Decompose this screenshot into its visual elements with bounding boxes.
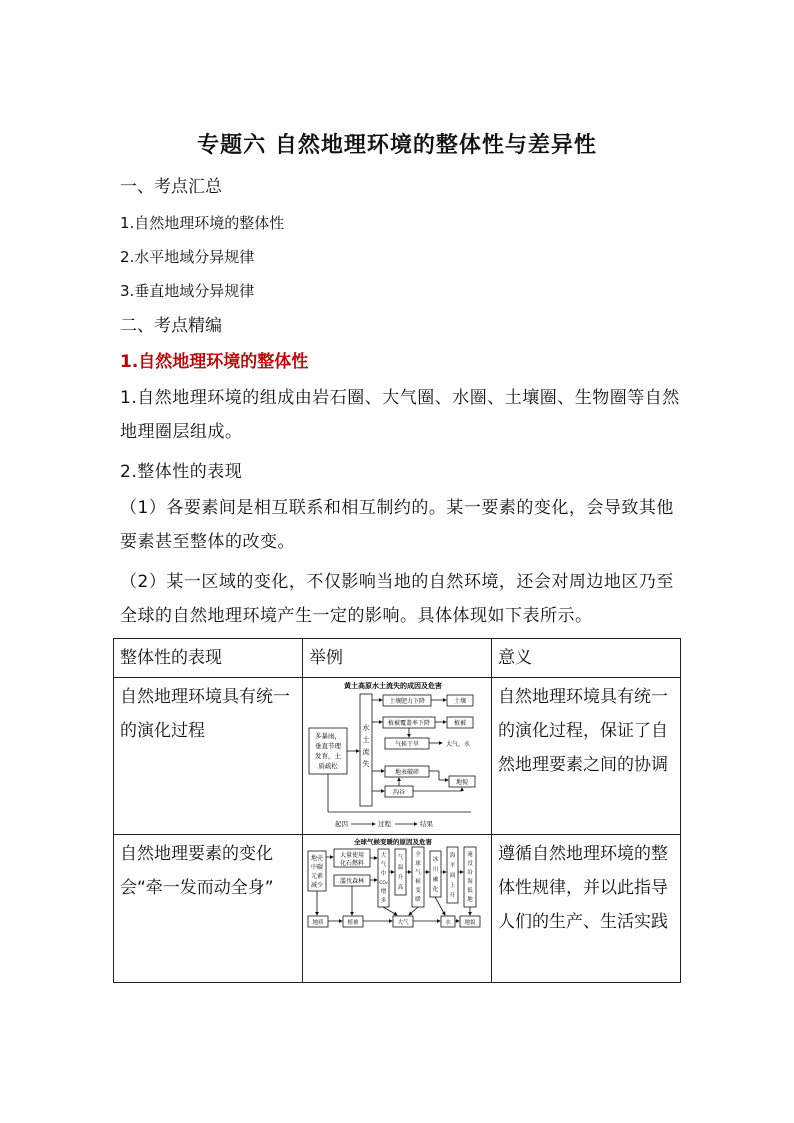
table-row [114,835,681,983]
svg-text:水: 水 [362,724,370,732]
svg-text:植被覆盖率下降: 植被覆盖率下降 [387,720,431,727]
svg-text:气候干旱: 气候干旱 [394,741,420,748]
row1-expression: 自然地理环境具有统一的演化过程 [114,678,303,835]
paragraph-expression-1: （1）各要素间是相互联系和相互制约的。某一要素的变化，会导致其他要素甚至整体的改变。 [120,498,674,552]
svg-text:低: 低 [467,888,473,894]
svg-text:结果: 结果 [420,820,433,828]
table-header-row [114,639,681,678]
svg-text:地貌: 地貌 [464,920,476,926]
svg-text:海: 海 [467,879,473,885]
svg-text:流: 流 [362,748,370,756]
diagram2-title: 全球气候变暖的原因及危害 [354,838,432,846]
row1-example [303,678,492,835]
svg-text:冰: 冰 [432,857,439,863]
row2-expression: 自然地理要素的变化会“牵一发而动全身” [114,835,303,983]
svg-text:CO₂: CO₂ [379,881,388,886]
svg-text:多: 多 [380,898,387,904]
svg-text:没: 没 [467,861,473,867]
page-title: 专题六 自然地理环境的整体性与差异性 [197,133,597,158]
table-header-meaning: 意义 [492,639,681,678]
svg-text:升: 升 [449,893,456,899]
row1-meaning: 自然地理环境具有统一的演化过程，保证了自然地理要素之间的协调 [492,678,681,835]
svg-text:土: 土 [362,736,370,744]
svg-text:气: 气 [380,862,387,868]
svg-text:候: 候 [415,879,421,885]
paragraph-composition: 1.自然地理环境的组成由岩石圈、大气圈、水圈、土壤圈、生物圈等自然地理圈层组成。 [120,388,680,442]
svg-text:滥伐森林: 滥伐森林 [339,878,365,885]
svg-text:球: 球 [415,861,421,867]
svg-text:失: 失 [362,760,370,768]
outline-item-3: 3.垂直地域分异规律 [120,282,255,300]
svg-text:大: 大 [380,853,387,859]
diagram1-cause-4: 质疏松 [318,762,338,770]
paragraph-expression-heading: 2.整体性的表现 [120,462,243,482]
svg-text:过程: 过程 [378,820,391,828]
svg-text:融: 融 [432,877,439,883]
svg-text:地貌: 地貌 [455,779,469,786]
svg-text:化石燃料: 化石燃料 [339,860,365,867]
svg-text:水: 水 [445,920,451,926]
svg-text:上: 上 [449,883,456,889]
svg-text:增: 增 [380,889,387,895]
diagram1-title: 黄土高原水土流失的成因及危害 [344,682,442,690]
svg-text:气: 气 [397,855,404,861]
svg-text:起因: 起因 [335,820,348,828]
svg-text:土壤: 土壤 [453,698,467,705]
svg-text:大气、水: 大气、水 [445,741,471,748]
global-warming-diagram [305,837,481,937]
svg-text:中: 中 [380,871,387,877]
svg-text:升: 升 [397,875,404,881]
outline-item-2: 2.水平地域分异规律 [120,248,255,266]
paragraph-expression-2: （2）某一区域的变化，不仅影响当地的自然环境，还会对周边地区乃至全球的自然地理环境产生一定的影响。具体体现如下表所示。 [120,572,674,626]
svg-text:大气: 大气 [397,920,409,926]
outline-item-1: 1.自然地理环境的整体性 [120,214,285,232]
svg-text:温: 温 [397,865,404,871]
row2-meaning: 遵循自然地理环境的整体性规律，并以此指导人们的生产、生活实践 [492,835,681,983]
svg-text:植被: 植被 [453,720,467,727]
outline-heading: 一、考点汇总 [120,177,222,197]
svg-text:植被: 植被 [347,920,359,926]
table-header-example: 举例 [303,639,492,678]
svg-text:变: 变 [415,888,421,894]
svg-text:面: 面 [449,873,456,879]
table-row [114,678,681,835]
integrity-table [113,638,681,983]
svg-text:平: 平 [449,863,456,869]
svg-text:气: 气 [415,870,421,876]
diagram1-cause-2: 垂直节理 [315,742,341,750]
svg-text:海: 海 [449,853,456,859]
diagram1-cause-1: 多暴雨， [315,732,341,740]
svg-text:元素: 元素 [310,873,324,880]
svg-text:土壤肥力下降: 土壤肥力下降 [388,698,426,705]
svg-text:中碳: 中碳 [310,864,324,871]
detail-heading: 二、考点精编 [120,316,222,336]
svg-text:暖: 暖 [415,897,421,903]
svg-text:沿: 沿 [467,870,473,876]
table-header-expression: 整体性的表现 [114,639,303,678]
svg-text:大量使用: 大量使用 [339,852,365,859]
svg-text:沟谷: 沟谷 [392,789,406,796]
row2-example [303,835,492,983]
diagram1-cause-3: 发育，土 [315,752,341,760]
svg-text:减少: 减少 [310,882,324,889]
svg-text:地壳: 地壳 [310,855,324,862]
svg-text:淹: 淹 [467,852,473,858]
svg-text:川: 川 [432,867,439,873]
svg-text:化: 化 [432,887,439,893]
section-title: 1.自然地理环境的整体性 [120,352,309,372]
loess-erosion-diagram [305,680,481,830]
svg-text:全: 全 [415,852,421,858]
svg-text:地: 地 [467,897,473,903]
svg-text:地质: 地质 [312,920,324,926]
svg-text:地表破碎: 地表破碎 [394,769,420,776]
svg-text:高: 高 [397,885,404,891]
